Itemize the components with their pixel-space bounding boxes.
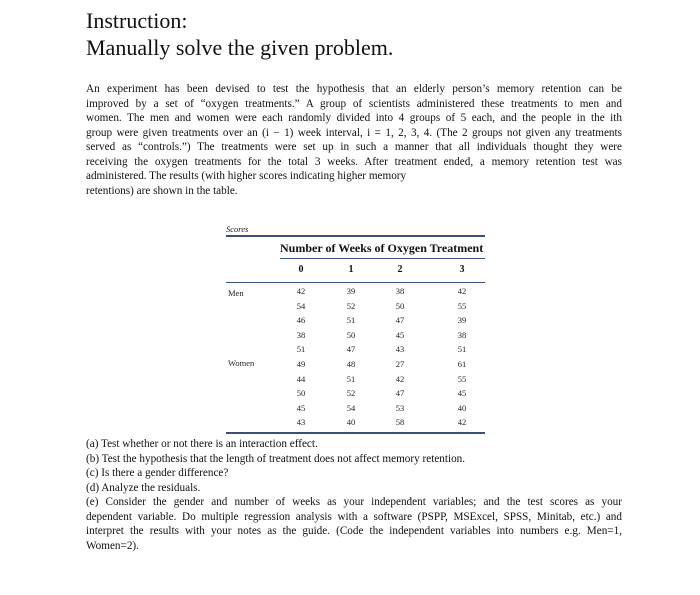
table-cell: 55 [457, 300, 467, 311]
week-header-2: 2 [397, 264, 403, 275]
table-cell: 38 [395, 286, 405, 296]
table-cell: 45 [395, 329, 405, 340]
table-cell: 38 [296, 329, 306, 340]
question-e-line: Women=2). [86, 539, 139, 552]
header-underline [280, 258, 485, 259]
table-cell: 51 [346, 373, 356, 384]
problem-line: An experiment has been devised to test the hypothesis that an elderly person’s memory retention can be [86, 83, 622, 95]
table-top-rule [226, 235, 485, 237]
problem-line: group were given treatments over an (i − 1) week interval, i = 1, 2, 3, 4. (The 2 groups not given any treatments [86, 126, 622, 139]
instruction-heading: Instruction: [86, 8, 188, 33]
table-cell: 50 [395, 300, 405, 311]
table-cell: 49 [296, 359, 306, 369]
table-cell: 42 [296, 286, 306, 296]
table-cell: 40 [346, 417, 356, 428]
table-cell: 42 [457, 417, 467, 428]
table-cell: 45 [296, 402, 306, 413]
table-cell: 47 [346, 344, 356, 355]
table-cell: 55 [457, 373, 467, 384]
table-cell: 51 [457, 344, 467, 355]
table-cell: 43 [296, 417, 306, 428]
question-e-line: interpret the results with your notes as the guide. (Code the independent variables into numbers e.g. Men=1, [86, 525, 622, 537]
table-cell: 53 [395, 402, 405, 413]
table-cell: 51 [296, 344, 306, 355]
table-cell: 52 [346, 388, 356, 399]
problem-line: receiving the oxygen treatments for the total 3 weeks. After treatment ended, a memory retention test was [86, 155, 622, 168]
question-c: (c) Is there a gender difference? [86, 467, 229, 479]
table-cell: 40 [457, 402, 467, 413]
table-cell: 43 [395, 344, 405, 355]
table-cell: 48 [346, 359, 356, 369]
table-cell: 27 [395, 359, 405, 369]
table-cell: 54 [346, 402, 356, 413]
men-label: Men [228, 288, 244, 298]
question-a: (a) Test whether or not there is an interaction effect. [86, 438, 318, 450]
table-cell: 42 [395, 373, 405, 384]
table-cell: 46 [296, 315, 306, 326]
table-cell: 42 [457, 286, 467, 296]
table-cell: 39 [346, 286, 356, 296]
problem-line: administered. The results (with higher scores indicating higher memory [86, 170, 407, 182]
table-cell: 45 [457, 388, 467, 399]
table-cell: 47 [395, 315, 405, 326]
week-header-0: 0 [298, 264, 304, 275]
table-cell: 52 [346, 300, 356, 311]
table-cell: 44 [296, 373, 306, 384]
scores-table [226, 222, 485, 438]
table-bottom-rule [226, 432, 485, 434]
problem-line: improved by a set of “oxygen treatments.” A group of scientists administered these treatments to men and [86, 97, 622, 110]
table-header-title: Number of Weeks of Oxygen Treatment [280, 241, 484, 255]
week-header-3: 3 [459, 264, 465, 275]
problem-paragraph [86, 82, 622, 198]
table-cell: 50 [296, 388, 306, 399]
table-cell: 51 [346, 315, 356, 326]
table-cell: 61 [457, 359, 467, 369]
problem-line: retentions) are shown in the table. [86, 184, 238, 197]
table-cell: 58 [395, 417, 405, 428]
question-e-line: (e) Consider the gender and number of weeks as your independent variables; and the test scores as your [86, 496, 622, 508]
table-cell: 38 [457, 329, 467, 340]
table-cell: 39 [457, 315, 467, 326]
question-d: (d) Analyze the residuals. [86, 481, 201, 494]
problem-line: served as “controls.”) The treatments were set up in such a manner that all individuals thought they were [86, 141, 622, 153]
table-cell: 50 [346, 329, 356, 340]
scores-label: Scores [226, 224, 249, 234]
table-cell: 54 [296, 300, 306, 311]
week-header-1: 1 [348, 264, 354, 275]
problem-line: women. The men and women were each randomly divided into 4 groups of 5 each, and the people in the ith [86, 112, 622, 124]
question-e-line: dependent variable. Do multiple regression analysis with a software (PSPP, MSExcel, SPSS, Minitab, etc.) and [86, 510, 622, 523]
table-cell: 47 [395, 388, 405, 399]
instruction-text: Manually solve the given problem. [86, 35, 394, 60]
women-label: Women [228, 358, 255, 368]
column-header-rule [226, 282, 485, 283]
questions-list [86, 437, 622, 553]
question-b: (b) Test the hypothesis that the length of treatment does not affect memory retention. [86, 452, 466, 465]
